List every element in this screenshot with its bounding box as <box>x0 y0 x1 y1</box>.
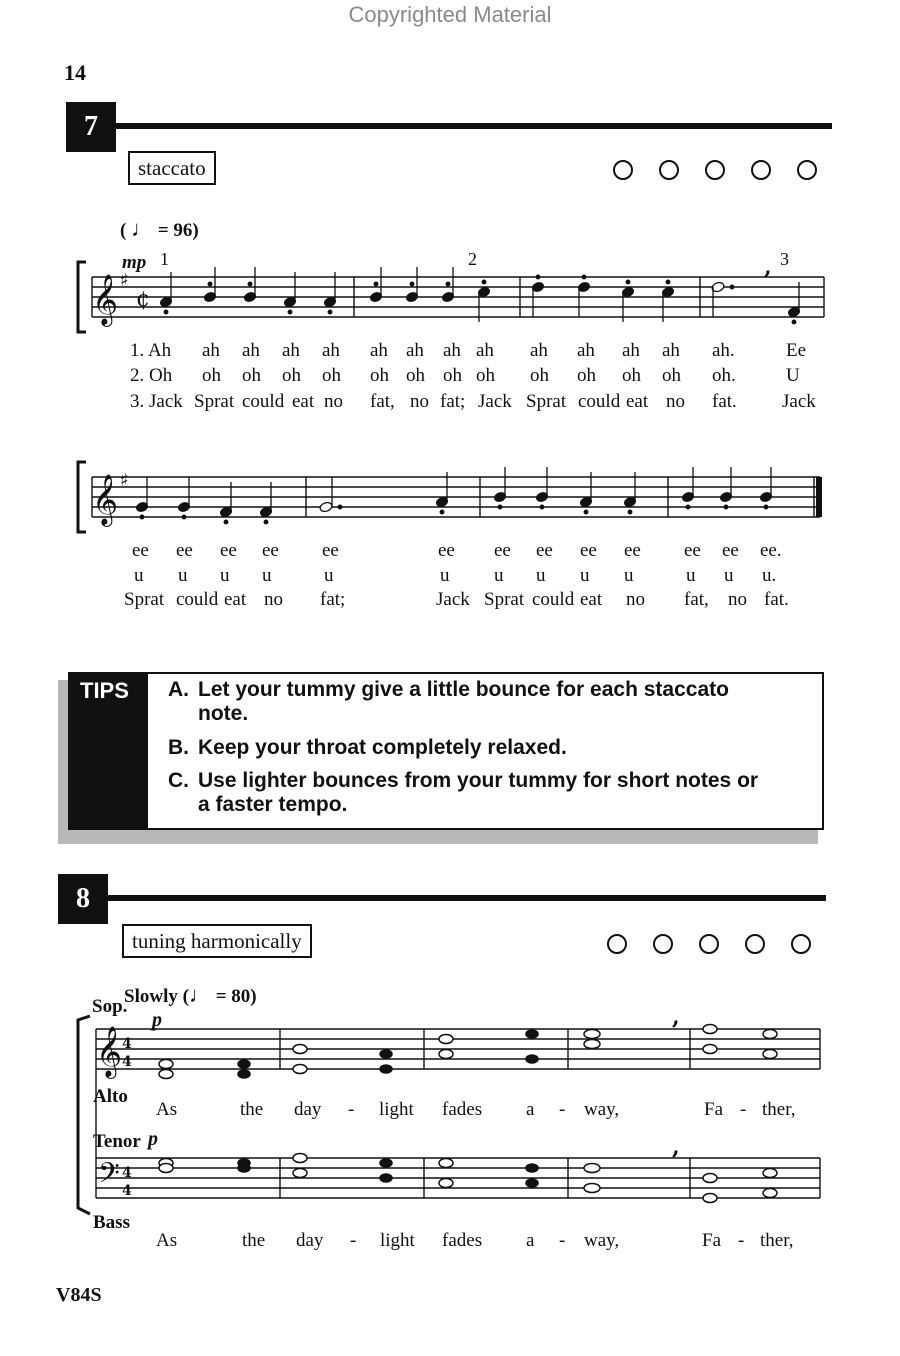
lyric-syllable: a <box>526 1230 535 1251</box>
page-number: 14 <box>64 60 86 85</box>
chord-note <box>439 1035 453 1044</box>
lyric-syllable: ee <box>722 540 739 561</box>
bracket <box>78 462 86 532</box>
lyric-syllable: no <box>264 589 283 610</box>
lyric-syllable: ah <box>443 340 461 361</box>
breath-mark-icon: , <box>672 1134 680 1160</box>
chord-note <box>293 1045 307 1054</box>
footer-code: V84S <box>56 1284 102 1306</box>
measure-number-2: 2 <box>468 249 477 269</box>
note <box>493 467 506 509</box>
lyric-syllable: 1. Ah <box>130 340 172 361</box>
exercise-7-dynamic: mp <box>122 252 147 273</box>
lyric-syllable: ah <box>406 340 424 361</box>
chord-note <box>380 1050 392 1058</box>
ex8-treble-chords <box>159 1025 777 1079</box>
lyric-syllable: As <box>156 1230 178 1251</box>
lyric-syllable: ah <box>476 340 494 361</box>
chord-note <box>293 1065 307 1074</box>
lyric-syllable: the <box>240 1099 264 1120</box>
lyric-syllable: ee <box>624 540 641 561</box>
lyric-syllable: way, <box>584 1230 620 1251</box>
chord-note <box>703 1025 717 1034</box>
note <box>577 275 590 317</box>
exercise-7-number: 7 <box>66 102 116 152</box>
voice-label-bass: Bass <box>93 1212 130 1233</box>
lyric-syllable: ah <box>662 340 680 361</box>
bracket <box>78 262 86 332</box>
lyric-syllable: oh <box>662 365 681 386</box>
chord-note <box>293 1169 307 1178</box>
lyric-syllable: no <box>728 589 747 610</box>
half-note-dotted <box>711 281 734 317</box>
chord-note <box>380 1159 392 1167</box>
note <box>719 467 732 509</box>
quarter-note-icon: ♩ <box>188 982 211 1007</box>
lyric-syllable: Jack <box>478 391 512 412</box>
lyric-syllable: the <box>242 1230 266 1251</box>
time-sig-bottom: 4 <box>122 1054 132 1070</box>
chord-note <box>238 1164 250 1172</box>
lyric-syllable: could <box>578 391 621 412</box>
ex7-notes-1 <box>159 267 800 324</box>
lyric-syllable: fades <box>442 1230 483 1251</box>
chord-note <box>159 1164 173 1173</box>
tip-text: Let your tummy give a little bounce for each staccato <box>198 678 729 701</box>
exercise-7-label: staccato <box>128 151 216 185</box>
chord-note <box>763 1030 777 1039</box>
lyric-syllable: a <box>526 1099 535 1120</box>
tip-text: note. <box>198 702 249 725</box>
lyric-syllable: u <box>536 565 546 586</box>
lyric-syllable: - <box>740 1099 747 1120</box>
chord-note <box>159 1070 173 1079</box>
breath-mark-icon: , <box>672 1004 680 1030</box>
lyric-syllable: u. <box>762 565 777 586</box>
chord-note <box>703 1174 717 1183</box>
lyric-syllable: ee <box>580 540 597 561</box>
lyric-syllable: 2. Oh <box>130 365 173 386</box>
lyric-syllable: - <box>559 1230 566 1251</box>
ex7-staff-2 <box>92 477 820 517</box>
lyric-syllable: could <box>532 589 575 610</box>
chord-note <box>703 1194 717 1203</box>
voice-label-tenor: Tenor <box>93 1131 141 1152</box>
lyric-syllable: ah <box>577 340 595 361</box>
lyric-syllable: u <box>178 565 188 586</box>
bass-clef-icon: 𝄢 <box>98 1157 120 1197</box>
dynamic-soprano: p <box>152 1009 162 1031</box>
lyric-syllable: Sprat <box>194 391 235 412</box>
final-barline <box>816 477 822 517</box>
sharp-icon: ♯ <box>120 470 129 491</box>
lyric-syllable: ee <box>132 540 149 561</box>
lyric-syllable: could <box>242 391 285 412</box>
lyric-syllable: ee <box>684 540 701 561</box>
lyric-syllable: Ee <box>786 340 807 361</box>
chord-note <box>763 1050 777 1059</box>
lyric-syllable: - <box>559 1099 566 1120</box>
lyric-syllable: ther, <box>760 1230 794 1251</box>
treble-clef-icon: 𝄞 <box>92 474 119 525</box>
lyric-syllable: u <box>262 565 272 586</box>
lyric-syllable: ah <box>242 340 260 361</box>
chord-note <box>584 1164 600 1173</box>
lyric-syllable: u <box>580 565 590 586</box>
lyric-syllable: - <box>350 1230 357 1251</box>
lyric-syllable: ee <box>494 540 511 561</box>
lyric-syllable: ee <box>220 540 237 561</box>
chord-note <box>526 1055 538 1063</box>
lyric-syllable: ther, <box>762 1099 796 1120</box>
lyric-syllable: Jack <box>782 391 816 412</box>
tip-key: A. <box>168 678 189 701</box>
lyric-syllable: u <box>624 565 634 586</box>
lyric-syllable: u <box>724 565 734 586</box>
note <box>369 267 382 303</box>
lyric-syllable: Sprat <box>484 589 525 610</box>
note <box>681 467 694 509</box>
lyric-syllable: fat. <box>712 391 737 412</box>
lyric-syllable: eat <box>580 589 603 610</box>
lyric-syllable: u <box>686 565 696 586</box>
lyric-syllable: - <box>738 1230 745 1251</box>
lyric-syllable: no <box>410 391 429 412</box>
lyric-syllable: oh <box>242 365 261 386</box>
lyric-syllable: light <box>380 1230 415 1251</box>
tempo-open: ( <box>120 220 127 241</box>
lyric-syllable: ee <box>176 540 193 561</box>
lyric-syllable: u <box>440 565 450 586</box>
note <box>177 477 190 519</box>
lyric-syllable: Sprat <box>526 391 567 412</box>
time-sig-top: 4 <box>122 1165 132 1181</box>
dynamic-tenor: p <box>148 1128 158 1150</box>
lyric-syllable: fat; <box>320 589 346 610</box>
lyric-syllable: u <box>220 565 230 586</box>
lyric-syllable: fat, <box>684 589 709 610</box>
lyric-syllable: light <box>379 1099 414 1120</box>
chord-note <box>584 1030 600 1039</box>
note <box>535 467 548 509</box>
measure-number-3: 3 <box>780 249 789 269</box>
lyric-syllable: ee <box>322 540 339 561</box>
chord-note <box>380 1174 392 1182</box>
lyric-syllable: eat <box>292 391 315 412</box>
lyric-syllable: eat <box>224 589 247 610</box>
chord-note <box>293 1154 307 1163</box>
ex8-treble-staff <box>96 1029 820 1198</box>
voice-label-alto: Alto <box>93 1086 128 1107</box>
lyric-syllable: ee <box>438 540 455 561</box>
lyric-syllable: fat. <box>764 589 789 610</box>
chord-note <box>584 1184 600 1193</box>
lyric-syllable: - <box>348 1099 355 1120</box>
lyric-syllable: ah <box>282 340 300 361</box>
chord-note <box>439 1050 453 1059</box>
lyric-syllable: oh <box>530 365 549 386</box>
lyric-syllable: oh <box>202 365 221 386</box>
lyric-syllable: ah <box>322 340 340 361</box>
lyric-syllable: Sprat <box>124 589 165 610</box>
note <box>531 275 544 317</box>
treble-clef-icon: 𝄞 <box>92 274 119 325</box>
lyric-syllable: no <box>626 589 645 610</box>
chord-note <box>439 1179 453 1188</box>
chord-note <box>238 1070 250 1078</box>
ex7-staff-1 <box>92 277 824 317</box>
time-sig-top: 4 <box>122 1036 132 1052</box>
tip-text: Use lighter bounces from your tummy for short notes or <box>198 769 759 792</box>
tempo-text: Slowly ( <box>124 986 189 1007</box>
lyric-syllable: ee <box>262 540 279 561</box>
lyric-syllable: 3. Jack <box>130 391 183 412</box>
lyric-syllable: day <box>296 1230 324 1251</box>
lyric-syllable: ah <box>202 340 220 361</box>
voice-label-soprano: Sop. <box>92 996 128 1017</box>
sharp-icon: ♯ <box>120 270 129 291</box>
lyric-syllable: u <box>324 565 334 586</box>
chord-note <box>763 1189 777 1198</box>
breath-mark-icon: , <box>764 254 772 280</box>
lyric-syllable: no <box>324 391 343 412</box>
lyric-syllable: oh <box>322 365 341 386</box>
note <box>759 467 772 509</box>
lyric-syllable: ee. <box>760 540 782 561</box>
tips-title: TIPS <box>80 678 129 703</box>
chord-note <box>584 1040 600 1049</box>
lyric-syllable: u <box>494 565 504 586</box>
lyric-syllable: U <box>786 365 800 386</box>
exercise-8-label: tuning harmonically <box>122 924 312 958</box>
chord-note <box>763 1169 777 1178</box>
measure-number-1: 1 <box>160 249 169 269</box>
chord-note <box>526 1179 538 1187</box>
lyric-syllable: ah <box>530 340 548 361</box>
bracket <box>78 1016 90 1214</box>
lyric-syllable: could <box>176 589 219 610</box>
lyric-syllable: Jack <box>436 589 470 610</box>
lyric-syllable: eat <box>626 391 649 412</box>
lyric-syllable: oh <box>577 365 596 386</box>
lyric-syllable: ah. <box>712 340 735 361</box>
lyric-syllable: oh. <box>712 365 736 386</box>
lyric-syllable: way, <box>584 1099 620 1120</box>
lyric-syllable: ah <box>622 340 640 361</box>
chord-note <box>703 1045 717 1054</box>
chord-note <box>238 1060 250 1068</box>
note <box>243 267 256 303</box>
lyric-syllable: day <box>294 1099 322 1120</box>
lyric-syllable: Fa <box>704 1099 723 1120</box>
cut-time-icon: ¢ <box>136 287 150 312</box>
lyric-syllable: As <box>156 1099 178 1120</box>
note <box>405 267 418 303</box>
chord-note <box>159 1060 173 1069</box>
chord-note <box>439 1159 453 1168</box>
quarter-note-icon: ♩ <box>131 216 154 241</box>
lyric-syllable: oh <box>443 365 462 386</box>
lyric-syllable: u <box>134 565 144 586</box>
lyric-syllable: fat, <box>370 391 395 412</box>
chord-note <box>526 1164 538 1172</box>
tip-text: Keep your throat completely relaxed. <box>198 736 567 759</box>
half-note-dotted <box>319 477 342 513</box>
lyric-syllable: ee <box>536 540 553 561</box>
tip-key: B. <box>168 736 189 759</box>
exercise-8-number: 8 <box>58 874 108 924</box>
lyric-syllable: fat; <box>440 391 466 412</box>
tip-text: a faster tempo. <box>198 793 348 816</box>
tempo-value: = 96) <box>157 220 199 241</box>
note <box>441 267 454 303</box>
lyric-syllable: oh <box>476 365 495 386</box>
ex7-notes-2 <box>135 467 772 524</box>
tempo-value: = 80) <box>215 986 257 1007</box>
lyric-syllable: oh <box>282 365 301 386</box>
chord-note <box>526 1030 538 1038</box>
lyric-syllable: oh <box>370 365 389 386</box>
lyric-syllable: fades <box>442 1099 483 1120</box>
copyright-watermark: Copyrighted Material <box>348 2 552 27</box>
lyric-syllable: oh <box>406 365 425 386</box>
lyric-syllable: ah <box>370 340 388 361</box>
treble-clef-icon: 𝄞 <box>96 1026 123 1077</box>
chord-note <box>380 1065 392 1073</box>
lyric-syllable: oh <box>622 365 641 386</box>
note <box>135 477 148 519</box>
lyric-syllable: no <box>666 391 685 412</box>
note <box>203 267 216 303</box>
time-sig-bottom: 4 <box>122 1183 132 1199</box>
lyric-syllable: Fa <box>702 1230 721 1251</box>
tip-key: C. <box>168 769 189 792</box>
